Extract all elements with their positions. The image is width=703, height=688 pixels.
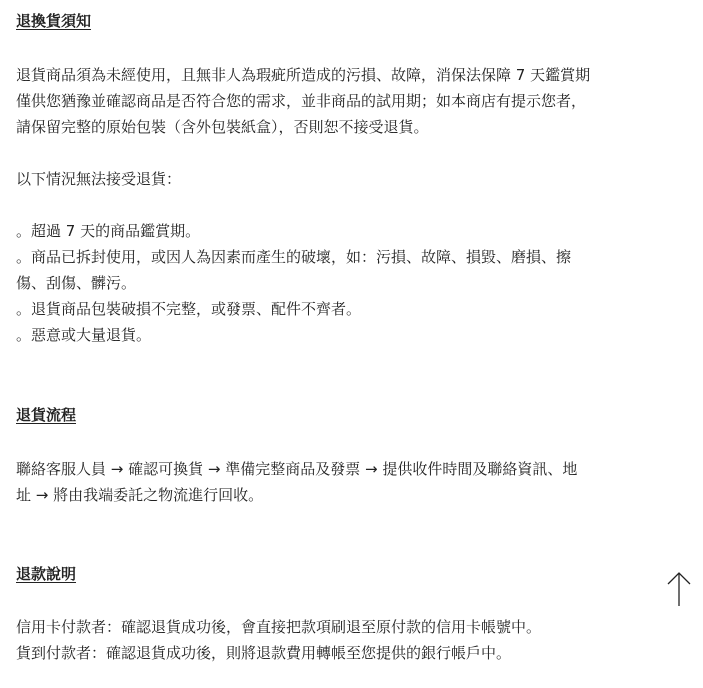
process-line: 址 → 將由我端委託之物流進行回收。	[16, 486, 264, 504]
refund-info-text	[16, 614, 688, 666]
arrow-up-icon	[664, 570, 694, 608]
return-process-heading: 退貨流程	[16, 406, 77, 424]
conditions-list	[16, 218, 688, 348]
process-line: 聯絡客服人員 → 確認可換貨 → 準備完整商品及發票 → 提供收件時間及聯絡資訊、地	[16, 460, 578, 478]
return-notice-intro	[16, 62, 688, 140]
return-notice-heading: 退換貨須知	[16, 12, 92, 30]
refund-line: 信用卡付款者：確認退貨成功後，會直接把款項刷退至原付款的信用卡帳號中。	[16, 618, 542, 636]
intro-line: 請保留完整的原始包裝（含外包裝紙盒），否則恕不接受退貨。	[16, 118, 429, 136]
refund-line: 貨到付款者：確認退貨成功後，則將退款費用轉帳至您提供的銀行帳戶中。	[16, 644, 512, 662]
condition-item: 。超過 7 天的商品鑑賞期。	[16, 222, 201, 240]
back-to-top-button[interactable]	[664, 570, 694, 608]
condition-item: 傷、刮傷、髒污。	[16, 274, 137, 292]
intro-line: 退貨商品須為未經使用，且無非人為瑕疵所造成的污損、故障，消保法保障 7 天鑑賞期	[16, 66, 591, 84]
refund-info-heading: 退款說明	[16, 565, 77, 583]
return-process-steps	[16, 456, 688, 508]
condition-item: 。退貨商品包裝破損不完整，或發票、配件不齊者。	[16, 300, 362, 318]
condition-item: 。商品已拆封使用，或因人為因素而產生的破壞，如：污損、故障、損毀、磨損、擦	[16, 248, 572, 266]
intro-line: 僅供您猶豫並確認商品是否符合您的需求，並非商品的試用期；如本商店有提示您者，	[16, 92, 587, 110]
condition-item: 。惡意或大量退貨。	[16, 326, 152, 344]
conditions-title: 以下情況無法接受退貨：	[16, 170, 182, 188]
